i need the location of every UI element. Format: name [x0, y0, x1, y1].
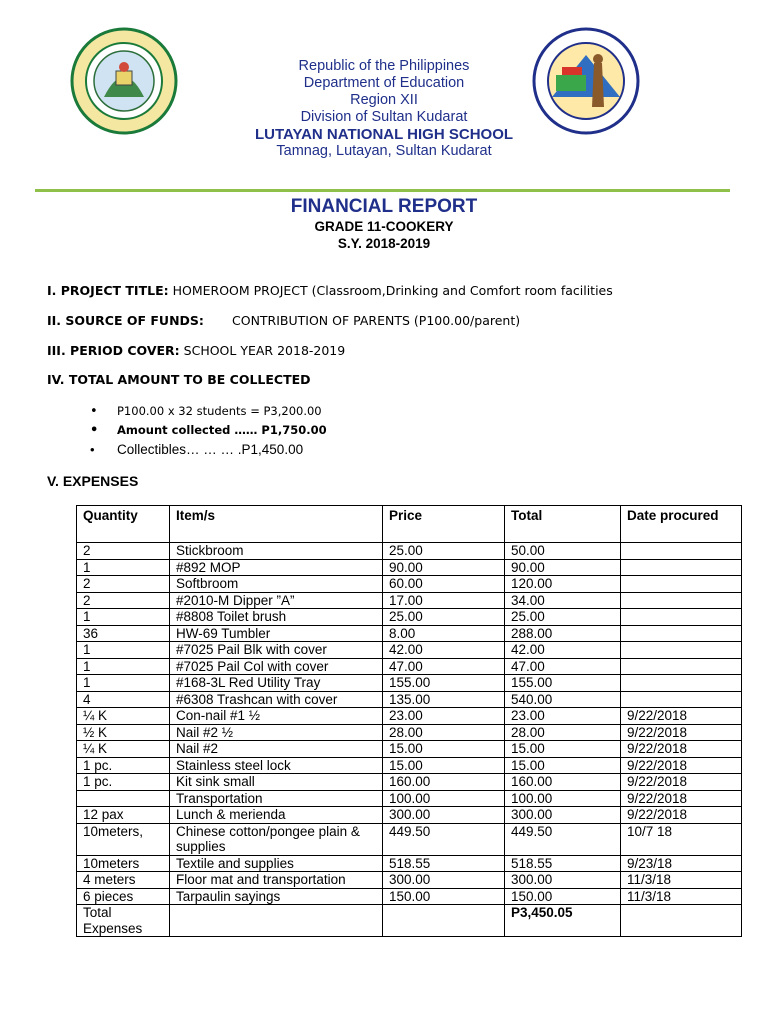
table-row — [77, 691, 742, 708]
table-cell — [621, 691, 742, 708]
table-cell: 1 pc. — [77, 757, 170, 774]
table-cell: 155.00 — [505, 675, 621, 692]
table-row — [77, 774, 742, 791]
table-cell: 34.00 — [505, 592, 621, 609]
table-cell: HW-69 Tumbler — [170, 625, 383, 642]
table-cell: 15.00 — [505, 741, 621, 758]
expenses-table — [76, 505, 742, 937]
table-cell: 120.00 — [505, 576, 621, 593]
table-cell: #2010-M Dipper ”A” — [170, 592, 383, 609]
table-cell: 100.00 — [383, 790, 505, 807]
table-row — [77, 888, 742, 905]
table-cell: Tarpaulin sayings — [170, 888, 383, 905]
table-cell: 47.00 — [505, 658, 621, 675]
report-title-block — [0, 196, 768, 252]
table-cell: 150.00 — [505, 888, 621, 905]
table-cell: 25.00 — [505, 609, 621, 626]
table-row — [77, 757, 742, 774]
col-header-items: Item/s — [170, 506, 383, 543]
table-cell: 9/22/2018 — [621, 724, 742, 741]
table-cell: 300.00 — [505, 872, 621, 889]
table-cell: 10meters — [77, 855, 170, 872]
table-cell — [621, 559, 742, 576]
table-cell: 47.00 — [383, 658, 505, 675]
col-header-date: Date procured — [621, 506, 742, 543]
header-address: Tamnag, Lutayan, Sultan Kudarat — [276, 143, 492, 159]
table-cell: 449.50 — [505, 823, 621, 855]
table-cell: Nail #2 — [170, 741, 383, 758]
table-header-row — [77, 506, 742, 543]
table-cell — [621, 609, 742, 626]
source-of-funds-label: II. SOURCE OF FUNDS: — [47, 313, 204, 328]
table-cell: 36 — [77, 625, 170, 642]
table-cell: #7025 Pail Col with cover — [170, 658, 383, 675]
table-cell: 42.00 — [383, 642, 505, 659]
table-cell: 15.00 — [383, 757, 505, 774]
source-of-funds-value: CONTRIBUTION OF PARENTS (P100.00/parent) — [232, 313, 521, 328]
table-row — [77, 855, 742, 872]
letterhead — [200, 58, 568, 160]
col-header-price: Price — [383, 506, 505, 543]
table-cell: 4 — [77, 691, 170, 708]
table-cell: 90.00 — [505, 559, 621, 576]
table-cell — [621, 658, 742, 675]
table-cell: 160.00 — [383, 774, 505, 791]
table-cell — [621, 642, 742, 659]
table-cell: Floor mat and transportation — [170, 872, 383, 889]
table-cell: 9/22/2018 — [621, 741, 742, 758]
table-row — [77, 675, 742, 692]
expenses-table-body — [77, 543, 742, 905]
table-cell: 15.00 — [383, 741, 505, 758]
col-header-quantity: Quantity — [77, 506, 170, 543]
table-cell: 15.00 — [505, 757, 621, 774]
table-cell: 50.00 — [505, 543, 621, 560]
table-cell: 100.00 — [505, 790, 621, 807]
table-cell: 60.00 — [383, 576, 505, 593]
table-cell — [621, 543, 742, 560]
table-cell: 4 meters — [77, 872, 170, 889]
table-cell: 155.00 — [383, 675, 505, 692]
table-cell: #892 MOP — [170, 559, 383, 576]
table-cell: 9/23/18 — [621, 855, 742, 872]
table-cell: 288.00 — [505, 625, 621, 642]
table-cell: 9/22/2018 — [621, 708, 742, 725]
table-cell: Stickbroom — [170, 543, 383, 560]
table-cell: 2 — [77, 592, 170, 609]
table-cell: #6308 Trashcan with cover — [170, 691, 383, 708]
header-line-division: Division of Sultan Kudarat — [300, 109, 468, 125]
table-cell: 1 — [77, 559, 170, 576]
table-cell: #7025 Pail Blk with cover — [170, 642, 383, 659]
table-cell: Stainless steel lock — [170, 757, 383, 774]
period-cover-value: SCHOOL YEAR 2018-2019 — [179, 343, 346, 358]
header-line-region: Region XII — [350, 92, 418, 108]
table-cell — [621, 675, 742, 692]
table-cell: Kit sink small — [170, 774, 383, 791]
project-title-label: I. PROJECT TITLE: — [47, 283, 169, 298]
table-cell: Lunch & merienda — [170, 807, 383, 824]
school-seal-logo — [70, 27, 178, 135]
table-cell: Transportation — [170, 790, 383, 807]
table-cell: 300.00 — [383, 872, 505, 889]
table-cell: 10/7 18 — [621, 823, 742, 855]
table-cell: 150.00 — [383, 888, 505, 905]
table-cell: 300.00 — [505, 807, 621, 824]
table-cell: 42.00 — [505, 642, 621, 659]
table-cell — [383, 905, 505, 937]
table-cell: 23.00 — [383, 708, 505, 725]
header-line-department: Department of Education — [303, 75, 465, 91]
project-title-line — [47, 283, 613, 298]
bullet-item: • Amount collected …… P1,750.00 — [90, 421, 327, 440]
table-cell: 9/22/2018 — [621, 757, 742, 774]
table-row — [77, 543, 742, 560]
table-row — [77, 741, 742, 758]
table-cell — [621, 592, 742, 609]
table-cell: ¼ K — [77, 741, 170, 758]
table-cell: 300.00 — [383, 807, 505, 824]
table-cell: 23.00 — [505, 708, 621, 725]
table-cell: Nail #2 ½ — [170, 724, 383, 741]
table-cell: #8808 Toilet brush — [170, 609, 383, 626]
table-row — [77, 708, 742, 725]
table-row — [77, 658, 742, 675]
table-cell: ¼ K — [77, 708, 170, 725]
report-title: FINANCIAL REPORT — [290, 196, 478, 217]
table-cell: 17.00 — [383, 592, 505, 609]
report-school-year: S.Y. 2018-2019 — [337, 236, 431, 251]
table-cell: 25.00 — [383, 609, 505, 626]
table-cell: 1 pc. — [77, 774, 170, 791]
table-cell: 2 — [77, 576, 170, 593]
table-cell: 518.55 — [505, 855, 621, 872]
table-cell: 90.00 — [383, 559, 505, 576]
collection-bullet-list — [90, 402, 327, 459]
expenses-heading: V. EXPENSES — [47, 473, 139, 489]
table-cell: 2 — [77, 543, 170, 560]
period-cover-line — [47, 343, 345, 358]
table-cell: 12 pax — [77, 807, 170, 824]
total-amount-line — [47, 372, 311, 387]
table-row — [77, 872, 742, 889]
table-total-row — [77, 905, 742, 937]
table-row — [77, 642, 742, 659]
table-row — [77, 625, 742, 642]
bullet-item: • P100.00 x 32 students = P3,200.00 — [90, 402, 327, 421]
table-cell: 135.00 — [383, 691, 505, 708]
table-cell: 8.00 — [383, 625, 505, 642]
table-cell — [621, 576, 742, 593]
table-cell: Con-nail #1 ½ — [170, 708, 383, 725]
table-cell: 9/22/2018 — [621, 774, 742, 791]
table-cell: #168-3L Red Utility Tray — [170, 675, 383, 692]
table-cell — [77, 790, 170, 807]
table-cell: 25.00 — [383, 543, 505, 560]
table-row — [77, 559, 742, 576]
header-school-name: LUTAYAN NATIONAL HIGH SCHOOL — [254, 126, 514, 143]
period-cover-label: III. PERIOD COVER: — [47, 343, 180, 358]
table-cell: 10meters, — [77, 823, 170, 855]
table-cell: 11/3/18 — [621, 872, 742, 889]
source-of-funds-line — [47, 313, 521, 328]
header-line-republic: Republic of the Philippines — [298, 58, 470, 74]
table-cell: 160.00 — [505, 774, 621, 791]
table-cell — [621, 905, 742, 937]
total-amount-label: IV. TOTAL AMOUNT TO BE COLLECTED — [47, 372, 311, 387]
table-cell: 9/22/2018 — [621, 790, 742, 807]
table-cell: Chinese cotton/pongee plain & supplies — [170, 823, 383, 855]
total-expenses-label: Total Expenses — [77, 905, 170, 937]
table-cell: 1 — [77, 642, 170, 659]
table-row — [77, 807, 742, 824]
table-cell: 1 — [77, 658, 170, 675]
table-cell: 1 — [77, 609, 170, 626]
table-cell: 518.55 — [383, 855, 505, 872]
table-cell: Softbroom — [170, 576, 383, 593]
table-cell: 540.00 — [505, 691, 621, 708]
table-cell — [170, 905, 383, 937]
project-title-value: HOMEROOM PROJECT (Classroom,Drinking and Comfort room facilities — [168, 283, 613, 298]
table-cell: 1 — [77, 675, 170, 692]
table-cell: 11/3/18 — [621, 888, 742, 905]
bullet-item: • Collectibles… … … .P1,450.00 — [90, 440, 327, 459]
table-row — [77, 609, 742, 626]
table-cell: 28.00 — [505, 724, 621, 741]
table-cell: 9/22/2018 — [621, 807, 742, 824]
table-cell — [621, 625, 742, 642]
header-divider — [35, 189, 730, 192]
table-row — [77, 823, 742, 855]
total-expenses-value: P3,450.05 — [505, 905, 621, 937]
table-cell: ½ K — [77, 724, 170, 741]
table-cell: 6 pieces — [77, 888, 170, 905]
table-row — [77, 724, 742, 741]
table-row — [77, 592, 742, 609]
table-cell: Textile and supplies — [170, 855, 383, 872]
table-cell: 449.50 — [383, 823, 505, 855]
table-row — [77, 790, 742, 807]
table-cell: 28.00 — [383, 724, 505, 741]
report-grade: GRADE 11-COOKERY — [314, 219, 454, 234]
col-header-total: Total — [505, 506, 621, 543]
table-row — [77, 576, 742, 593]
